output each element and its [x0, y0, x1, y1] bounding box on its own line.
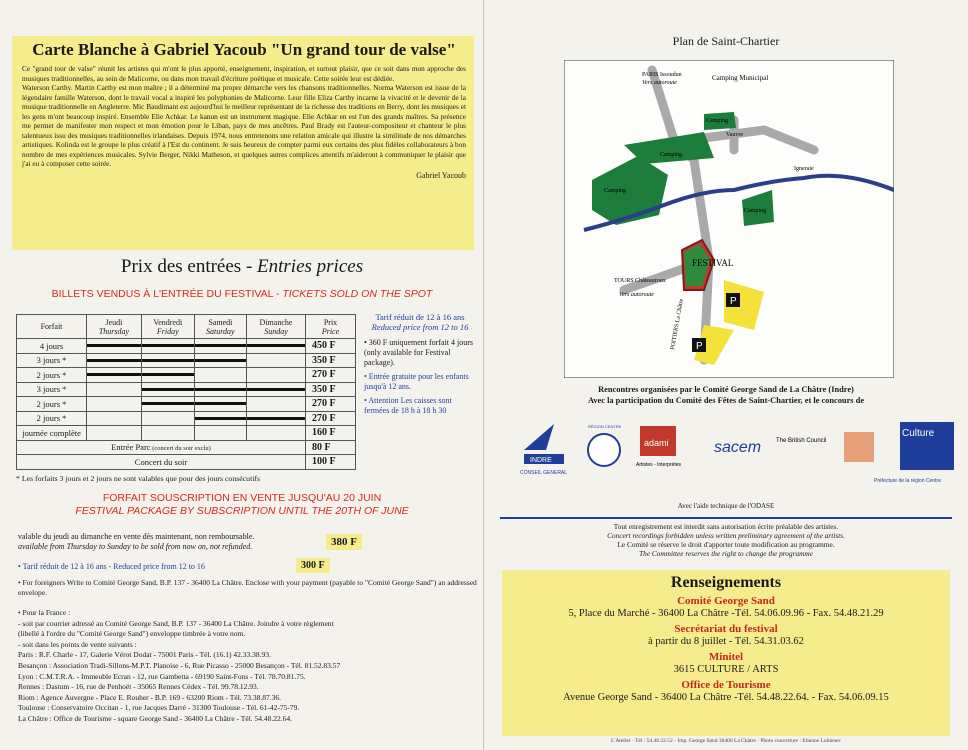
day-cell	[246, 397, 305, 412]
map-label-vers: Vers autoroute	[642, 80, 677, 86]
legal-line: Le Comité se réserve le droit d'apporter toute modification au programme.	[617, 540, 835, 549]
day-cell	[194, 426, 246, 441]
map-label-festival: FESTIVAL	[692, 258, 734, 268]
day-bar	[195, 344, 246, 347]
france-line: (libellé à l'ordre du "Comité George Sand") enveloppe timbrée à votre nom.	[18, 629, 246, 639]
renseignements-box	[502, 570, 950, 736]
forfait-label: 2 jours *	[17, 411, 87, 426]
sacem-text: sacem	[714, 439, 762, 456]
table-row	[17, 339, 356, 354]
day-bar	[142, 388, 194, 391]
forfait-label: 3 jours *	[17, 353, 87, 368]
map-title: Plan de Saint-Chartier	[672, 34, 780, 48]
price-cell: 100 F	[306, 455, 356, 470]
side-info-item: • Entrée gratuite pour les enfants jusqu'à 12 ans.	[364, 372, 469, 391]
carte-blanche-box	[12, 36, 474, 250]
france-line: - soit par courrier adressé au Comité George Sand, B.P. 137 - 36400 La Châtre. Joindre à votre règlement	[18, 618, 334, 628]
day-bar	[247, 344, 305, 347]
day-cell	[141, 397, 194, 412]
map-saint-chartier	[564, 60, 894, 378]
day-cell	[87, 382, 142, 397]
france-line: Lyon : C.M.T.R.A. - Immeuble Ecran - 12, rue Gambetta - 69190 Saint-Fons - Tél. 78.70.81.75.	[18, 671, 306, 681]
day-bar	[195, 359, 246, 362]
british-council-logo	[844, 432, 874, 462]
parking-label: P	[696, 341, 703, 352]
day-cell	[141, 339, 194, 354]
map-label-paris: PARIS Issoudun	[642, 72, 682, 78]
table-row	[17, 353, 356, 368]
price-cell: 350 F	[306, 353, 356, 368]
day-cell	[194, 411, 246, 426]
day-cell	[87, 411, 142, 426]
day-bar	[195, 388, 246, 391]
day-cell	[87, 339, 142, 354]
day-bar	[195, 402, 246, 405]
forfait-note: * Les forfaits 3 jours et 2 jours ne sont valables que pour des jours consécutifs	[16, 474, 261, 483]
rens-line: 5, Place du Marché - 36400 La Châtre -Tél. 54.06.09.96 - Fax. 54.48.21.29	[568, 608, 884, 619]
day-cell	[194, 382, 246, 397]
valable-text	[18, 532, 318, 552]
side-info	[364, 312, 476, 420]
price-cell: 160 F	[306, 426, 356, 441]
forfait-label: 3 jours *	[17, 382, 87, 397]
table-row	[17, 368, 356, 383]
day-cell	[141, 426, 194, 441]
france-points-de-vente	[18, 608, 478, 725]
table-header: Prix Price	[306, 315, 356, 339]
day-bar	[142, 402, 194, 405]
day-bar	[87, 373, 141, 376]
sponsor-logos	[514, 420, 954, 490]
day-cell	[87, 397, 142, 412]
rencontres-line: Rencontres organisées par le Comité George Sand de La Châtre (Indre)	[598, 385, 854, 394]
day-cell	[194, 339, 246, 354]
table-header: Forfait	[17, 315, 87, 339]
tarif-reduit-line: • Tarif réduit de 12 à 16 ans - Reduced price from 12 to 16	[18, 562, 205, 571]
france-line: Paris : R.F. Charle - 17, Galerie Vérot Dodat - 75001 Paris - Tél. (16.1) 42.33.38.93.	[18, 650, 271, 660]
rens-line: 3615 CULTURE / ARTS	[673, 664, 779, 675]
conseil-text: CONSEIL GENERAL	[520, 470, 568, 476]
carte-title: Carte Blanche à Gabriel Yacoub "Un grand tour de valse"	[32, 40, 456, 59]
adami-text: adami	[644, 438, 669, 448]
map-label-camping: Camping	[604, 188, 626, 194]
map-label-poitiers: POITIERS La Châtre	[670, 298, 685, 351]
price-table	[16, 314, 356, 470]
rens-heading: Office de Tourisme	[681, 679, 771, 691]
prix-title	[0, 256, 484, 278]
forfait-fr: FORFAIT SOUSCRIPTION EN VENTE JUSQU'AU 20 JUIN	[102, 492, 382, 504]
carte-paragraph: Waterson Carthy. Martin Carthy est mon maître ; il a déterminé ma propre démarche vers les chansons traditionnelles. Norma Waterson est issue de la légendaire famille Waterson, dont le travail vocal a inspiré les polyphonies de Malicorne. Leur fille Eliza Carthy incarne la vivacité et le devenir de la musique traditionnelle en Angleterre. Mic Baudimant est aujourd'hui le meilleur représentant de la richesse des traditions en Berry, dont les musiques et les gens m'ont beaucoup inspiré. Ensemble Elie Achkar. Le kanun est un instrument magique. Elie Achkar en est l'un des grands maîtres. Sa présence me permet de manifester mon respect et mon émotion pour le Liban, pays de mes ancêtres. Paul Brady est l'auteur-compositeur et chanteur le plus talentueux issu des musiques traditionnelles irlandaises. Depuis 1974, nous entretenons une relation amicale qui illustre la similitude de nos démarches artistiques. Kolinda est le groupe le plus créatif à l'Est du continent. Je suis heureux de compter parmi eux certains des plus fidèles collaborateurs à bon nombre de mes expériences musicales. Sylvie Berger, Nikki Matheson, et quelques autres complices attentifs m'aideront à communiquer le plaisir que j'ai eu à composer cette soirée.	[22, 83, 466, 168]
day-cell	[87, 368, 142, 383]
parking-label: P	[730, 296, 737, 307]
region-text: RÉGION CENTRE	[588, 424, 622, 429]
price-table-header	[17, 315, 356, 339]
table-row	[17, 440, 356, 455]
price-table-body	[17, 339, 356, 470]
price-300-badge: 300 F	[296, 558, 330, 573]
france-line: • Pour la France :	[18, 608, 71, 617]
legal-line: The Committee reserves the right to change the programme	[639, 549, 813, 558]
rens-line: à partir du 8 juillet - Tél. 54.31.03.62	[648, 636, 804, 647]
prix-title-fr: Prix des entrées -	[120, 256, 258, 277]
side-info-list	[364, 338, 476, 416]
culture-text: Culture	[902, 428, 935, 439]
france-line: Besançon : Association Tradi-Sillons-M.P.T. Planoise - 6, Rue Picasso - 25000 Besançon - Tél. 81.52.83.57	[18, 660, 341, 670]
day-cell	[87, 353, 142, 368]
price-cell: 350 F	[306, 382, 356, 397]
map-label-camping: Camping	[744, 208, 766, 214]
billets-fr: BILLETS VENDUS À L'ENTRÉE DU FESTIVAL -	[51, 288, 283, 300]
price-380-badge: 380 F	[326, 534, 362, 550]
price-cell: 270 F	[306, 411, 356, 426]
entree-label: Concert du soir	[17, 455, 306, 470]
day-cell	[141, 411, 194, 426]
forfait-souscription	[0, 492, 484, 518]
day-cell	[141, 368, 194, 383]
day-cell	[141, 353, 194, 368]
legal-line: Concert recordings forbidden unless written preliminary agreement of the artists.	[607, 531, 845, 540]
table-row	[17, 382, 356, 397]
participation-line: Avec la participation du Comité des Fêtes de Saint-Chartier, et le concours de	[587, 396, 865, 405]
map-label-tours: TOURS Châteauroux	[614, 278, 666, 284]
billets-en: TICKETS SOLD ON THE SPOT	[282, 288, 433, 300]
entree-label: Entrée Parc (concert du soir exclu)	[17, 440, 306, 455]
forfait-label: journée complète	[17, 426, 87, 441]
rens-heading: Minitel	[708, 651, 744, 663]
france-line: Toulouse : Conservatoire Occitan - 1, rue Jacques Darré - 31300 Toulouse - Tél. 61-42-75-79.	[18, 703, 300, 713]
day-cell	[87, 426, 142, 441]
price-cell: 450 F	[306, 339, 356, 354]
price-cell: 270 F	[306, 397, 356, 412]
map-label-camping: Camping	[706, 118, 728, 124]
day-cell	[246, 353, 305, 368]
indre-text: INDRE	[530, 457, 552, 464]
table-row	[17, 411, 356, 426]
day-cell	[194, 397, 246, 412]
price-cell: 80 F	[306, 440, 356, 455]
legal-line: Tout enregistrement est interdit sans autorisation écrite préalable des artistes.	[613, 522, 839, 531]
table-row	[17, 426, 356, 441]
price-cell: 270 F	[306, 368, 356, 383]
table-header: Samedi Saturday	[194, 315, 246, 339]
divider	[500, 517, 952, 519]
foreigners-text: • For foreigners Write to Comité George Sand, B.P. 137 - 36400 La Châtre. Enclose with your payment (payable to "Comité George Sand") an addressed envelope.	[18, 578, 477, 597]
tarif-reduit	[364, 312, 476, 332]
valable-en: available from Thursday to Sunday to be sold from now on, not refunded.	[18, 542, 253, 551]
carte-paragraph: Ce "grand tour de valse" réunit les artistes qui m'ont le plus apporté, enseignement, inspiration, et surtout plaisir, que ce soit dans mon approche des musiques traditionnelles, au sein de Malicorne, ou dans mon travail d'écriture poétique et musicale. Cette soirée leur est dédiée.	[22, 64, 466, 83]
day-bar	[142, 359, 194, 362]
rencontres-text	[484, 384, 968, 406]
tarif-reduit-en: Reduced price from 12 to 16	[371, 322, 469, 332]
france-line: Riom : Agence Auvergne - Place E. Rouher - B.P. 169 - 63200 Riom - Tél. 73.38.87.36.	[18, 692, 282, 702]
legal-text	[484, 522, 968, 558]
france-line: La Châtre : Office de Tourisme - square George Sand - 36400 La Châtre - Tél. 54.48.22.64.	[18, 713, 293, 723]
billets-heading	[0, 288, 484, 300]
table-row	[17, 397, 356, 412]
day-cell	[246, 339, 305, 354]
table-header: Vendredi Friday	[141, 315, 194, 339]
carte-signature: Gabriel Yacoub	[416, 170, 466, 180]
day-cell	[246, 382, 305, 397]
odase-text: Avec l'aide technique de l'ODASE	[677, 502, 775, 510]
day-cell	[141, 382, 194, 397]
british-council-text: The British Council	[776, 438, 827, 444]
credit-line: L'Atelier · Tél : 54.48.22.52 - Imp. George Sand 36400 La Châtre · Photo couverture : Etienne Lubienec	[610, 738, 842, 744]
france-line: Rennes : Dastum - 16, rue de Penhoët - 35065 Rennes Cédex - Tél. 99.78.12.93.	[18, 682, 259, 692]
renseignements-title: Renseignements	[670, 574, 782, 591]
valable-fr: valable du jeudi au dimanche en vente dès maintenant, non remboursable.	[18, 532, 255, 541]
forfait-en: FESTIVAL PACKAGE BY SUBSCRIPTION UNTIL THE 20TH OF JUNE	[75, 505, 409, 517]
tarif-reduit-fr: Tarif réduit de 12 à 16 ans	[375, 312, 465, 322]
table-header: Dimanche Sunday	[246, 315, 305, 339]
adami-sub: Artistes - Interprètes	[636, 462, 682, 468]
day-cell	[194, 368, 246, 383]
day-bar	[142, 373, 194, 376]
forfait-label: 2 jours *	[17, 397, 87, 412]
map-label-vers: Vers autoroute	[619, 292, 654, 298]
prix-title-en: Entries prices	[257, 256, 364, 277]
day-cell	[194, 353, 246, 368]
indre-logo	[524, 424, 554, 450]
carte-body	[22, 64, 466, 169]
day-bar	[195, 417, 246, 420]
prefecture-text: Préfecture de la région Centre	[874, 478, 941, 484]
map-label-camping-municipal: Camping Municipal	[712, 74, 769, 82]
side-info-item: • 360 F uniquement forfait 4 jours (only available for Festival package).	[364, 338, 474, 367]
day-cell	[246, 426, 305, 441]
map-label-vauvre: Vauvre	[726, 132, 743, 138]
day-bar	[142, 344, 194, 347]
right-page	[484, 0, 968, 750]
rens-heading: Secrétariat du festival	[674, 623, 778, 635]
forfait-label: 2 jours *	[17, 368, 87, 383]
day-bar	[87, 344, 141, 347]
day-cell	[246, 411, 305, 426]
map-label-camping: Camping	[660, 152, 682, 158]
rens-heading: Comité George Sand	[677, 595, 775, 607]
rens-line: Avenue George Sand - 36400 La Châtre -Tél. 54.48.22.64. - Fax. 54.06.09.15	[563, 692, 889, 703]
day-bar	[247, 388, 305, 391]
day-bar	[87, 359, 141, 362]
side-info-item: • Attention Les caisses sont fermées de 18 h à 18 h 30	[364, 396, 452, 415]
region-logo	[588, 434, 620, 466]
map-label-igneraie: Igneraie	[794, 166, 814, 172]
day-bar	[247, 417, 305, 420]
forfait-label: 4 jours	[17, 339, 87, 354]
day-cell	[246, 368, 305, 383]
table-header: Jeudi Thursday	[87, 315, 142, 339]
table-row	[17, 455, 356, 470]
france-line: - soit dans les points de vente suivants :	[18, 639, 137, 649]
